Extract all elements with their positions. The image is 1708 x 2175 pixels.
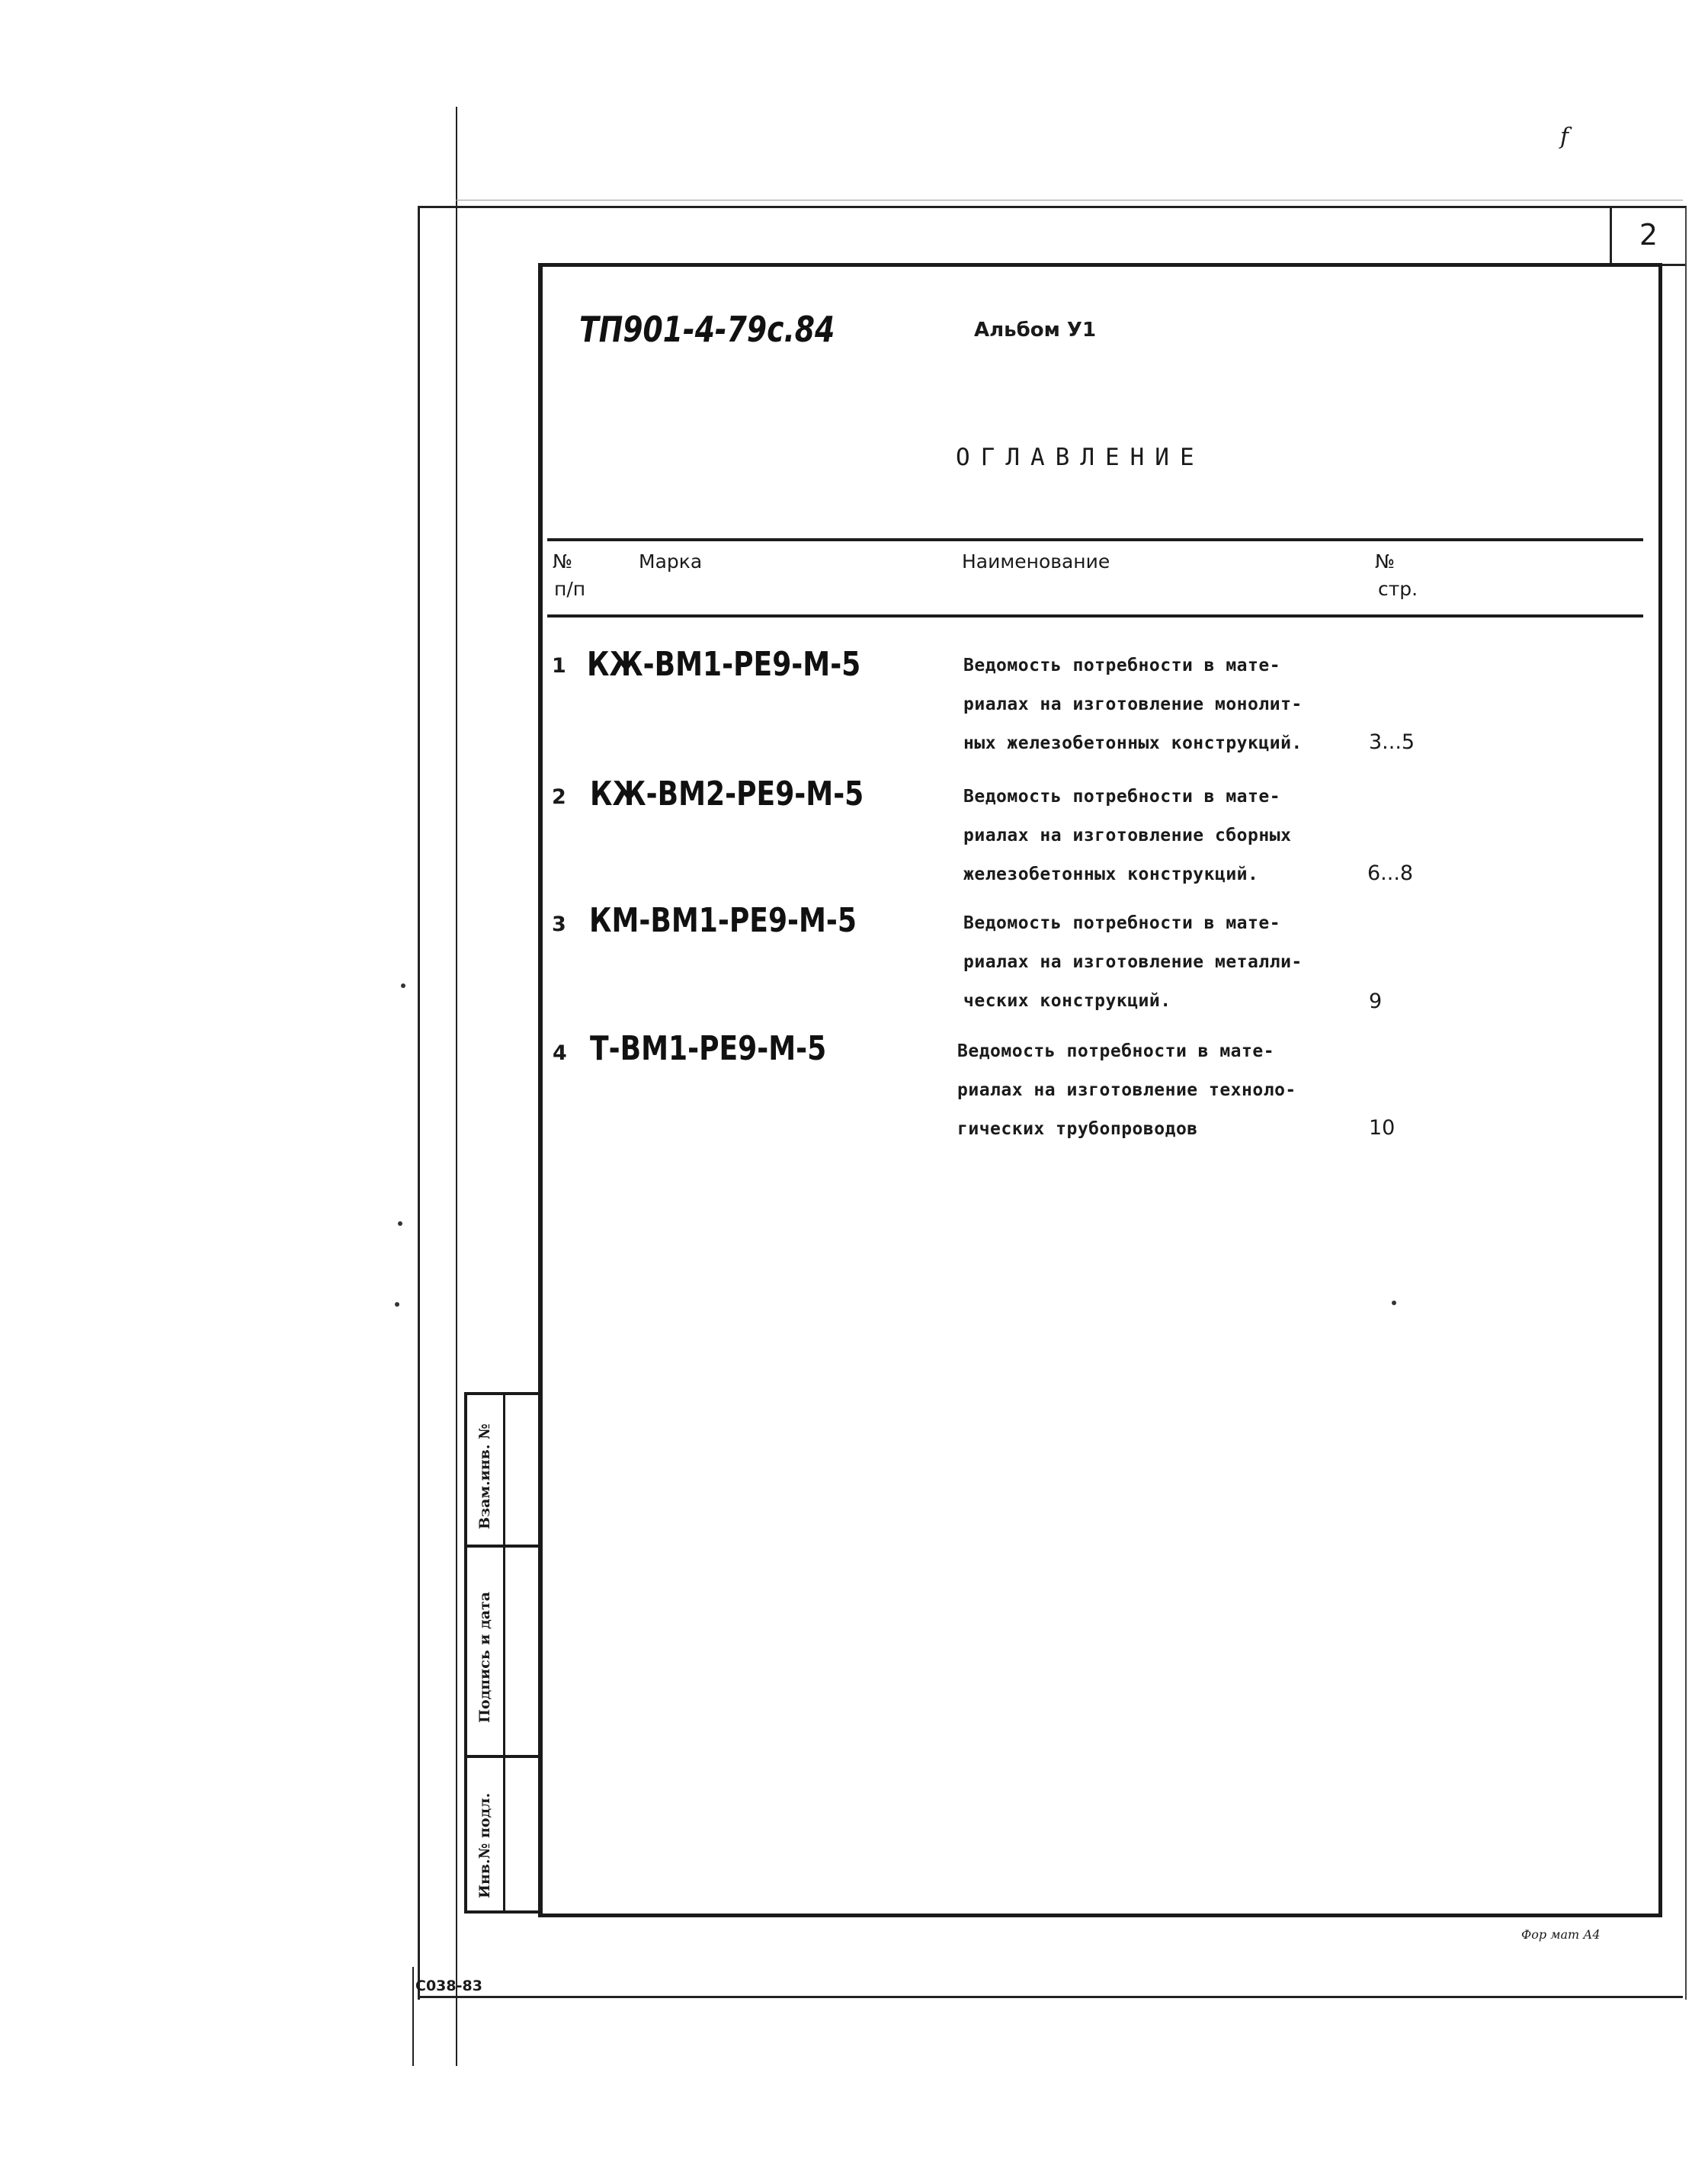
row-number: 1: [552, 654, 566, 678]
header-num-sub: п/п: [554, 578, 586, 600]
row-name: Ведомость потребности в мате- риалах на изготовление техноло- гических трубопроводов: [957, 1041, 1296, 1139]
row-number: 2: [552, 785, 566, 809]
stamp-field-replacement: Взам.инв. №: [476, 1423, 493, 1529]
header-page: №: [1375, 550, 1396, 573]
corner-mark: f: [1560, 124, 1569, 150]
row-name: Ведомость потребности в мате- риалах на изготовление сборных железобетонных конструкций.: [963, 787, 1292, 884]
side-stamp: [464, 1392, 543, 1914]
header-page-sub: стр.: [1378, 578, 1418, 600]
row-mark: КМ-ВМ1-РЕ9-М-5: [589, 901, 857, 940]
scan-speck: [1392, 1301, 1396, 1305]
row-page: 9: [1369, 990, 1383, 1013]
table-top-rule: [547, 538, 1643, 541]
page-title: ОГЛАВЛЕНИЕ: [956, 444, 1205, 471]
stamp-column-divider: [503, 1395, 505, 1910]
row-page: 3...5: [1369, 730, 1415, 754]
row-mark: КЖ-ВМ1-РЕ9-М-5: [587, 645, 861, 684]
scan-speck: [398, 1221, 402, 1226]
table-header-rule: [547, 614, 1643, 618]
page-number: 2: [1639, 218, 1658, 252]
row-mark: КЖ-ВМ2-РЕ9-М-5: [590, 775, 864, 813]
stamp-cell-divider: [467, 1755, 540, 1758]
scan-speck: [401, 983, 405, 988]
form-code: С038-83: [415, 1978, 482, 1994]
row-page: 6...8: [1367, 861, 1414, 885]
row-mark: Т-ВМ1-РЕ9-М-5: [590, 1029, 827, 1068]
document-code: ТП901-4-79с.84: [579, 309, 835, 350]
row-number: 3: [552, 913, 566, 936]
header-name: Наименование: [962, 550, 1110, 573]
row-page: 10: [1369, 1116, 1396, 1140]
stamp-cell-divider: [467, 1545, 540, 1548]
header-num: №: [553, 550, 573, 573]
stamp-field-signature: Подпись и дата: [476, 1591, 493, 1723]
stamp-field-inventory: Инв.№ подл.: [476, 1792, 493, 1898]
page-number-box: [1610, 206, 1685, 266]
sheet-bottom-line: [418, 1996, 1683, 1998]
header-mark: Марка: [639, 550, 703, 573]
album-label: Альбом У1: [974, 319, 1097, 342]
scan-speck: [395, 1302, 399, 1307]
row-number: 4: [553, 1041, 567, 1065]
format-note: Фор мат А4: [1521, 1927, 1601, 1942]
row-name: Ведомость потребности в мате- риалах на изготовление металли- ческих конструкций.: [963, 913, 1303, 1011]
row-name: Ведомость потребности в мате- риалах на изготовление монолит- ных железобетонных конструкций.: [963, 656, 1303, 753]
scan-margin-line: [412, 1967, 414, 2066]
